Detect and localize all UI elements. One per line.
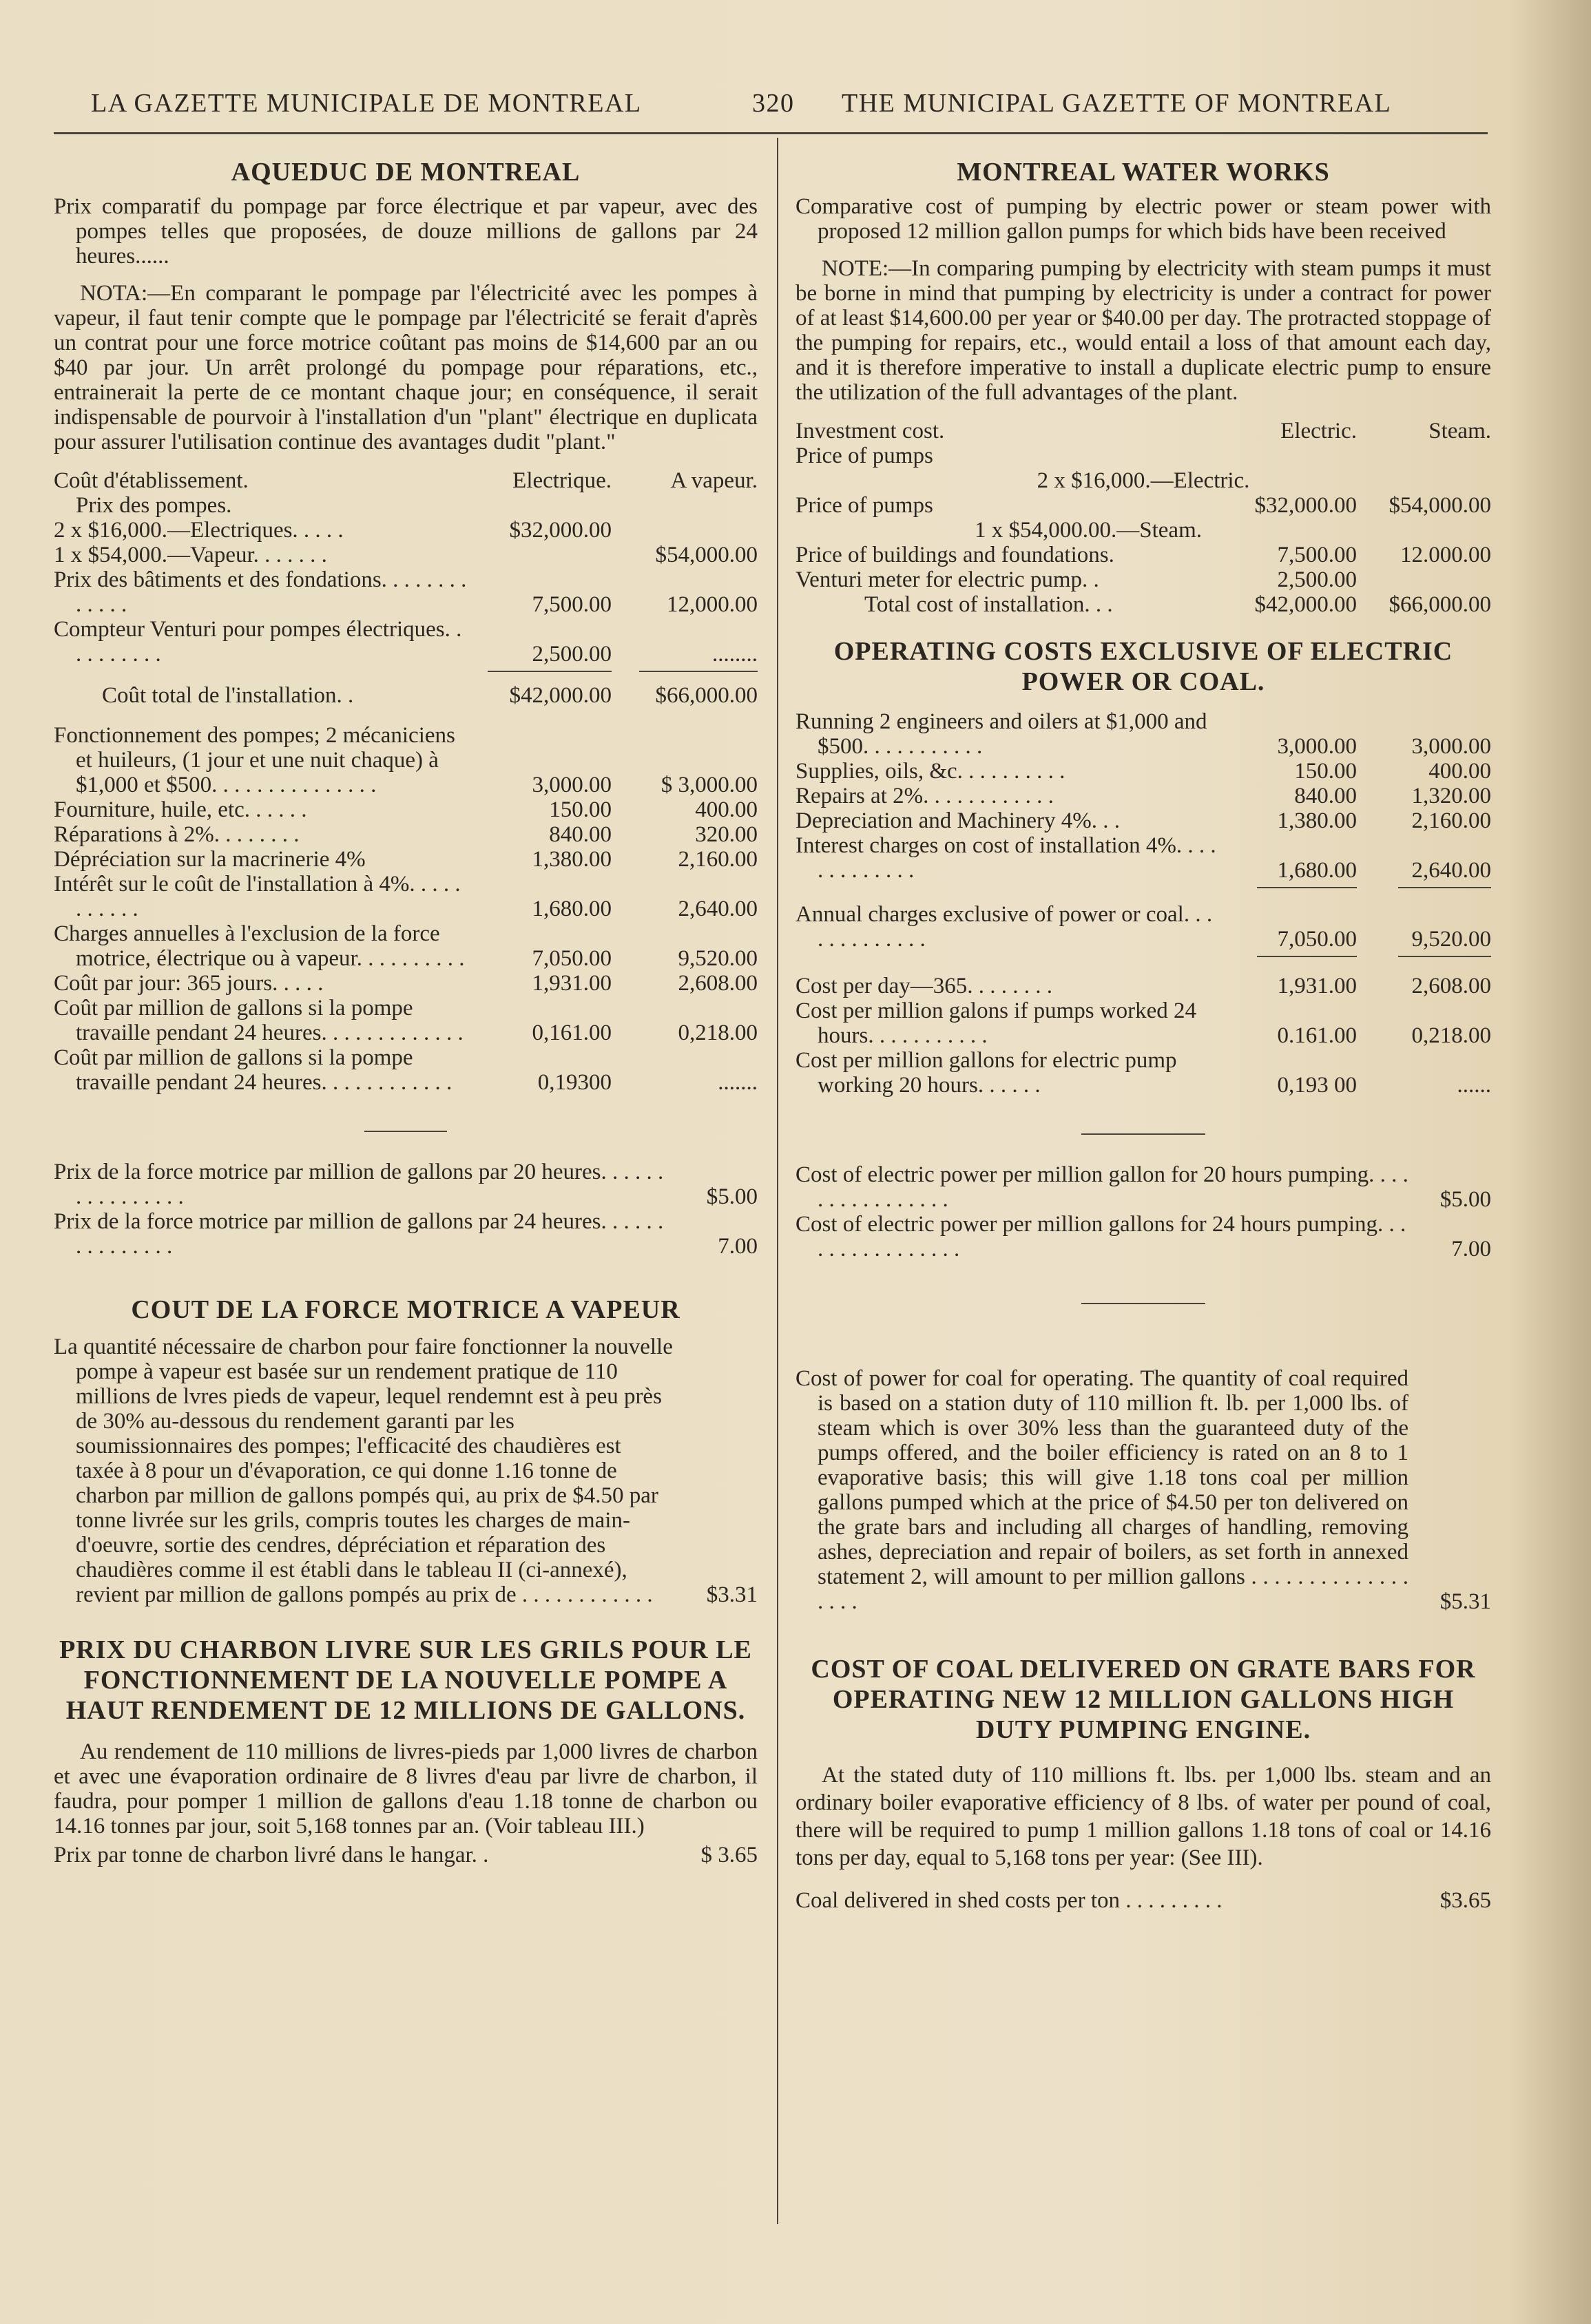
table-row (796, 493, 1491, 518)
row-label: Prix des pompes. (76, 493, 232, 518)
row-steam: 0,218.00 (678, 1020, 758, 1045)
row-label: Coût total de l'installation. . (102, 683, 354, 708)
row-steam: $66,000.00 (1389, 592, 1491, 617)
table-rule-row (54, 667, 758, 672)
table-row (54, 567, 758, 617)
english-cost-table (796, 419, 1491, 617)
table-row (54, 518, 758, 543)
row-steam (612, 493, 758, 518)
row-label: Cost of electric power per million gallons for 24 hours pumping. . . . . . . . . . . . . . . . (796, 1212, 1406, 1262)
row-label: Dépréciation sur la macrinerie 4% (54, 847, 366, 872)
row-label: Cost per million galons if pumps worked 24 hours. . . . . . . . . . . (796, 998, 1197, 1048)
french-coal-text: Au rendement de 110 millions de livres-pieds par 1,000 livres de charbon et avec une évaporation ordinaire de 8 livres d'eau par livre de charbon, il faudra, pour pomper 1 million de gallons d'eau 1.18 tonne de charbon ou 14.16 tonnes par jour, soit 5,168 tonnes par an. (Voir tableau III.) (54, 1739, 758, 1839)
row-electric: 3,000.00 (532, 773, 612, 797)
row-steam: $54,000.00 (1389, 493, 1491, 518)
row-electric: 1,931.00 (1277, 974, 1357, 998)
english-steam-paragraph (796, 1366, 1491, 1614)
row-label: Prix des bâtiments et des fondations. . . . . . . . . . . . . (54, 567, 467, 617)
english-intro: Comparative cost of pumping by electric power or steam power with proposed 12 million gallon pumps for which bids have been received (796, 194, 1491, 244)
header-french-title: LA GAZETTE MUNICIPALE DE MONTREAL (91, 89, 642, 118)
row-electric: $42,000.00 (509, 683, 612, 708)
row-steam (1357, 567, 1491, 592)
table-row (54, 797, 758, 822)
row-value: $5.00 (1439, 1187, 1491, 1212)
steam-text: La quantité nécessaire de charbon pour faire fonctionner la nouvelle pompe à vapeur est basée sur un rendement pratique de 110 millions de lvres pieds de vapeur, lequel rendemnt est à peu près de 30% au-dessous du rendement garanti par les soumissionnaires des pompes; l'efficacité des chaudières est taxée à 8 pour un d'évaporation, ce qui donne 1.16 tonne de charbon par million de gallons pompés qui, au prix de $4.50 par tonne livrée sur les grils, compris toutes les charges de main-d'oeuvre, sortie des cendres, dépréciation et réparation des chaudières comme il est établi dans le tableau II (ci-annexé), revient par million de gallons pompés au prix de . . . . . . . . . . . . (54, 1334, 673, 1607)
row-electric: 1,380.00 (532, 847, 612, 872)
table-row (796, 1212, 1491, 1262)
row-electric (467, 543, 612, 567)
page-number: 320 (752, 89, 795, 118)
row-steam: 1,320.00 (1411, 784, 1491, 808)
row-steam: 2,608.00 (678, 971, 758, 996)
row-label: Total cost of installation. . . (864, 592, 1113, 617)
french-nota: NOTA:—En comparant le pompage par l'électricité avec les pompes à vapeur, il faut tenir compte que le pompage par l'électricité se ferait d'après un contrat pour une force motrice coûtant pas moins de $14,600 par an ou $40 par jour. Un arrêt prolongé du pompage pour réparations, etc., entrainerait la perte de ce montant chaque jour; en conséquence, il serait indispensable de pourvoir à l'installation d'un "plant" électrique en duplicata pour assurer l'utilisation continue des avantages dudit "plant." (54, 281, 758, 454)
row-label: Supplies, oils, &c. . . . . . . . . . (796, 759, 1065, 784)
row-electric: 7,050.00 (532, 946, 612, 971)
table-row (54, 971, 758, 996)
row-steam (612, 518, 758, 543)
table-row (796, 784, 1491, 808)
row-steam: 2,608.00 (1411, 974, 1491, 998)
row-value: 7.00 (1451, 1237, 1491, 1262)
coal-price-label: Prix par tonne de charbon livré dans le hangar. . (54, 1843, 489, 1867)
table-header-electric: Electric. (1280, 419, 1357, 443)
table-row (54, 921, 758, 971)
row-electric: $32,000.00 (1254, 493, 1357, 518)
row-steam: 9,520.00 (1411, 927, 1491, 952)
french-steam-title: COUT DE LA FORCE MOTRICE A VAPEUR (131, 1295, 680, 1324)
row-steam: $66,000.00 (655, 683, 758, 708)
row-steam: ........ (712, 642, 758, 667)
table-row (796, 709, 1491, 759)
row-electric: $32,000.00 (509, 518, 612, 543)
row-label: Annual charges exclusive of power or coal. . . . . . . . . . . . . (796, 902, 1213, 952)
row-electric: 1,931.00 (532, 971, 612, 996)
row-steam: 400.00 (1428, 759, 1491, 784)
row-electric: 2,500.00 (532, 642, 612, 667)
french-title: AQUEDUC DE MONTREAL (231, 158, 581, 187)
header-rule (54, 132, 1488, 134)
table-row (54, 1209, 758, 1259)
row-label: Depreciation and Machinery 4%. . . (796, 808, 1120, 833)
french-column (54, 157, 758, 1867)
row-electric: 1,680.00 (532, 897, 612, 921)
row-label: Cost per day—365. . . . . . . . (796, 974, 1053, 998)
column-divider (777, 138, 778, 2224)
table-row (54, 723, 758, 797)
row-electric: 150.00 (1294, 759, 1357, 784)
row-electric: 1,380.00 (1277, 808, 1357, 833)
row-steam: 3,000.00 (1411, 734, 1491, 759)
row-electric: 840.00 (1294, 784, 1357, 808)
row-steam: 0,218.00 (1411, 1023, 1491, 1048)
steam-text: Cost of power for coal for operating. The quantity of coal required is based on a station duty of 110 million ft. lb. per 1,000 lbs. of steam which is over 30% less than the guaranteed duty of the pumps offered, and the boiler efficiency is rated on an 8 to 1 evaporative basis; this will give 1.18 tons coal per million gallons pumped which at the price of $4.50 per ton delivered on the grate bars and including all charges of handling, removing ashes, depreciation and repair of boilers, as set forth in annexed statement 2, will amount to per million gallons . . . . . . . . . . . . . . . . . . (796, 1366, 1408, 1614)
french-power-table (54, 1160, 758, 1259)
section-rule (1081, 1303, 1205, 1304)
row-electric: 0.161.00 (1277, 1023, 1357, 1048)
row-label: Prix de la force motrice par million de gallons par 24 heures. . . . . . . . . . . . . . . (54, 1209, 664, 1259)
table-row (54, 1045, 758, 1095)
table-row (54, 872, 758, 921)
table-row (54, 822, 758, 847)
table-header-label: Investment cost. (796, 419, 945, 443)
table-row (796, 1162, 1491, 1212)
row-label: Intérêt sur le coût de l'installation à 4%. . . . . . . . . . . (54, 872, 461, 921)
row-label: Coût par million de gallons si la pompe travaille pendant 24 heures. . . . . . . . . . . . (54, 1045, 453, 1095)
table-header-electric: Electrique. (512, 468, 612, 493)
french-operating-table (54, 723, 758, 1095)
row-electric: 1,680.00 (1277, 858, 1357, 883)
row-electric: 0,161.00 (532, 1020, 612, 1045)
row-electric: 7,050.00 (1277, 927, 1357, 952)
steam-value: $5.31 (1439, 1589, 1491, 1614)
row-electric: 0,193 00 (1277, 1073, 1357, 1098)
table-rule-row (796, 883, 1491, 888)
row-label: Cost of electric power per million gallon for 20 hours pumping. . . . . . . . . . . . . . . . (796, 1162, 1408, 1212)
table-row (54, 617, 758, 667)
table-header-label: Coût d'établissement. (54, 468, 249, 493)
row-steam: $54,000.00 (655, 543, 758, 567)
english-title: MONTREAL WATER WORKS (957, 158, 1330, 187)
coal-price-value: $ 3.65 (700, 1843, 758, 1867)
row-electric (467, 493, 612, 518)
table-row (796, 759, 1491, 784)
english-operating-table (796, 709, 1491, 1098)
row-steam: ....... (718, 1070, 758, 1095)
french-cost-table (54, 468, 758, 708)
table-row (796, 998, 1491, 1048)
table-row (796, 957, 1491, 998)
table-row (796, 1048, 1491, 1098)
row-steam: 2,160.00 (678, 847, 758, 872)
row-steam: 2,640.00 (678, 897, 758, 921)
french-coal-price (54, 1843, 758, 1867)
row-label: Interest charges on cost of installation 4%. . . . . . . . . . . . . (796, 833, 1216, 883)
row-label: Réparations à 2%. . . . . . . . (54, 822, 300, 847)
row-electric: 2,500.00 (1277, 567, 1357, 592)
table-row (54, 493, 758, 518)
english-operating-title: OPERATING COSTS EXCLUSIVE OF ELECTRIC POWER OR COAL. (833, 637, 1453, 696)
row-electric: 840.00 (549, 822, 612, 847)
table-row (796, 833, 1491, 883)
row-electric: 7,500.00 (1277, 543, 1357, 567)
english-coal-price (796, 1888, 1491, 1913)
english-power-table (796, 1162, 1491, 1262)
table-row-total (796, 592, 1491, 617)
french-intro: Prix comparatif du pompage par force électrique et par vapeur, avec des pompes telles que proposées, de douze millions de gallons par 24 heures...... (54, 194, 758, 269)
row-steam: 9,520.00 (678, 946, 758, 971)
english-note: NOTE:—In comparing pumping by electricity with steam pumps it must be borne in mind that pumping by electricity is under a contract for power of at least $14,600.00 per year or $40.00 per day. The protracted stoppage of the pumping for repairs, etc., would entail a loss of that amount each day, and it is therefore imperative to install a duplicate electric pump to ensure the utilization of the full advantages of the plant. (796, 256, 1491, 405)
row-steam: 320.00 (695, 822, 758, 847)
row-electric: 0,19300 (537, 1070, 612, 1095)
row-electric: 3,000.00 (1277, 734, 1357, 759)
row-label: Coût par jour: 365 jours. . . . . (54, 971, 324, 996)
pumps-steam-note: 1 x $54,000.00.—Steam. (975, 518, 1202, 543)
row-label: Cost per million gallons for electric pump working 20 hours. . . . . . (796, 1048, 1177, 1098)
pumps-label: Price of pumps (796, 443, 933, 468)
row-electric: 7,500.00 (532, 592, 612, 617)
table-row (796, 567, 1491, 592)
pumps-electric-note: 2 x $16,000.—Electric. (1037, 468, 1250, 493)
row-electric: 150.00 (549, 797, 612, 822)
table-row (796, 808, 1491, 833)
table-row-annual (796, 888, 1491, 952)
row-steam: $ 3,000.00 (661, 773, 758, 797)
french-coal-title: PRIX DU CHARBON LIVRE SUR LES GRILS POUR LE FONCTIONNEMENT DE LA NOUVELLE POMPE A HAUT RENDEMENT DE 12 MILLIONS DE GALLONS. (59, 1635, 752, 1725)
row-label: Repairs at 2%. . . . . . . . . . . . (796, 784, 1054, 808)
row-label: Fourniture, huile, etc. . . . . . (54, 797, 307, 822)
english-coal-text: At the stated duty of 110 millions ft. lbs. per 1,000 lbs. steam and an ordinary boiler evaporative efficiency of 8 lbs. of water per pound of coal, there will be required to pump 1 million gallons 1.18 tons of coal or 14.16 tons per day, equal to 5,168 tons per year: (See III). (796, 1763, 1491, 1870)
table-row-total (54, 672, 758, 708)
english-column (796, 157, 1491, 1913)
row-label: Fonctionnement des pompes; 2 mécaniciens et huileurs, (1 jour et une nuit chaque) à $1,000 et $500. . . . . . . . . . . . . . . (54, 723, 455, 797)
steam-value: $3.31 (706, 1582, 758, 1607)
table-row (54, 543, 758, 567)
row-steam: 12.000.00 (1400, 543, 1491, 567)
row-label: Compteur Venturi pour pompes électriques. . . . . . . . . . (54, 617, 462, 667)
table-header-steam: A vapeur. (670, 468, 758, 493)
english-coal-title: COST OF COAL DELIVERED ON GRATE BARS FOR OPERATING NEW 12 MILLION GALLONS HIGH DUTY PUMPING ENGINE. (811, 1655, 1476, 1744)
row-steam: ...... (1457, 1073, 1491, 1098)
row-label: Prix de la force motrice par million de gallons par 20 heures. . . . . . . . . . . . . . . . (54, 1160, 664, 1209)
table-rule-row (796, 952, 1491, 957)
row-label: Price of pumps (796, 493, 933, 518)
section-rule (1081, 1133, 1205, 1135)
table-row (796, 543, 1491, 567)
row-label: 1 x $54,000.—Vapeur. . . . . . . (54, 543, 327, 567)
row-label: Running 2 engineers and oilers at $1,000 and $500. . . . . . . . . . . (796, 709, 1207, 759)
table-row (54, 847, 758, 872)
row-steam: 2,160.00 (1411, 808, 1491, 833)
row-steam: 2,640.00 (1411, 858, 1491, 883)
row-steam: 400.00 (695, 797, 758, 822)
row-label: Price of buildings and foundations. (796, 543, 1114, 567)
row-value: 7.00 (718, 1234, 758, 1259)
header-english-title: THE MUNICIPAL GAZETTE OF MONTREAL (842, 89, 1392, 118)
row-electric: $42,000.00 (1254, 592, 1357, 617)
row-label: Charges annuelles à l'exclusion de la force motrice, électrique ou à vapeur. . . . . . . . . . (54, 921, 465, 971)
coal-price-value: $3.65 (1439, 1888, 1491, 1913)
row-label: Venturi meter for electric pump. . (796, 567, 1099, 592)
row-label: 2 x $16,000.—Electriques. . . . . (54, 518, 344, 543)
french-steam-paragraph (54, 1334, 758, 1607)
coal-price-label: Coal delivered in shed costs per ton . . . . . . . . . (796, 1888, 1223, 1913)
row-steam: 12,000.00 (667, 592, 758, 617)
table-header-row (796, 419, 1491, 443)
row-value: $5.00 (706, 1184, 758, 1209)
section-rule (364, 1131, 447, 1132)
row-label: Coût par million de gallons si la pompe travaille pendant 24 heures. . . . . . . . . . . . . (54, 996, 464, 1045)
table-header-row (54, 468, 758, 493)
table-row (54, 1160, 758, 1209)
table-row (54, 996, 758, 1045)
table-header-steam: Steam. (1428, 419, 1491, 443)
